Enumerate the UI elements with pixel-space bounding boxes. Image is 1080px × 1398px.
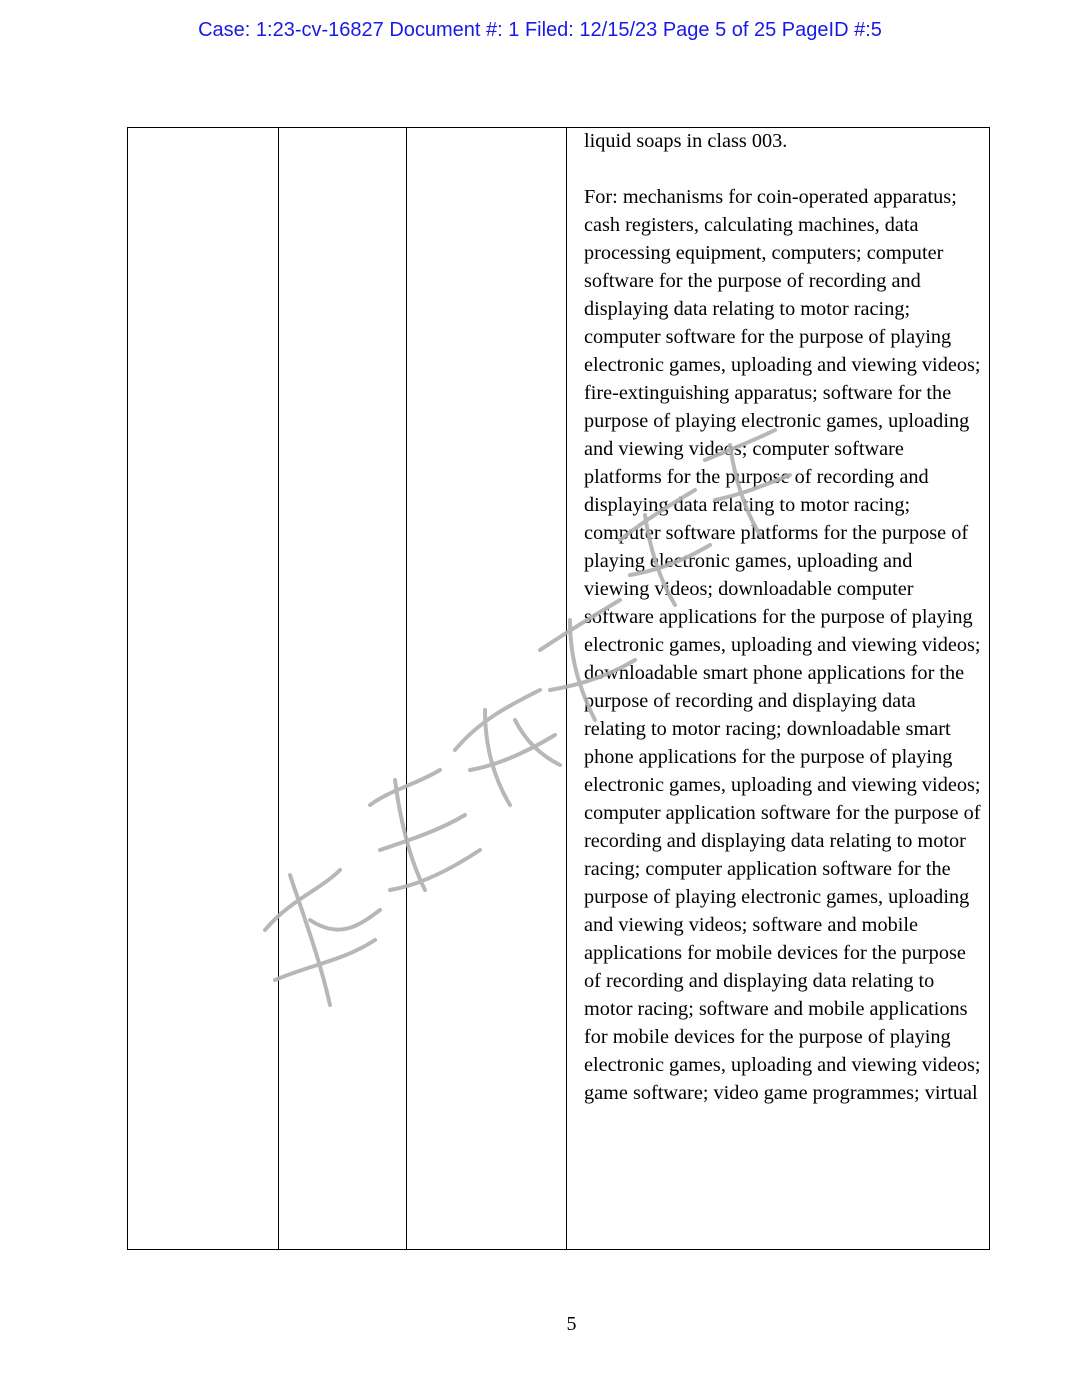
case-header: Case: 1:23-cv-16827 Document #: 1 Filed: 12/15/23 Page 5 of 25 PageID #:5: [198, 19, 882, 41]
table-row: [128, 128, 990, 1250]
page-number: 5: [566, 1313, 577, 1335]
table-cell-empty-3: [407, 128, 567, 1250]
goods-paragraph-class-003: liquid soaps in class 003.: [584, 130, 788, 152]
table-cell-empty-2: [279, 128, 407, 1250]
goods-paragraph-class-009: For: mechanisms for coin-operated apparatus; cash registers, calculating machines, data processing equipment, computers; computer software for the purpose of recording and displaying data relating to motor racing; computer software for the purpose of playing electronic games, uploading and viewing videos; fire-extinguishing apparatus; software for the purpose of playing electronic games, uploading and viewing videos; computer software platforms for the purpose of recording and displaying data relating to motor racing; computer software platforms for the purpose of playing electronic games, uploading and viewing videos; downloadable computer software applications for the purpose of playing electronic games, uploading and viewing videos; downloadable smart phone applications for the purpose of recording and displaying data relating to motor racing; downloadable smart phone applications for the purpose of playing electronic games, uploading and viewing videos; computer application software for the purpose of recording and displaying data relating to motor racing; computer application software for the purpose of playing electronic games, uploading and viewing videos; software and mobile applications for mobile devices for the purpose of recording and displaying data relating to motor racing; software and mobile applications for mobile devices for the purpose of playing electronic games, uploading and viewing videos; game software; video game programmes; virtual: [584, 186, 981, 1104]
goods-description-cell: [567, 128, 990, 1250]
goods-table: [127, 127, 990, 1250]
table-cell-empty-1: [128, 128, 279, 1250]
